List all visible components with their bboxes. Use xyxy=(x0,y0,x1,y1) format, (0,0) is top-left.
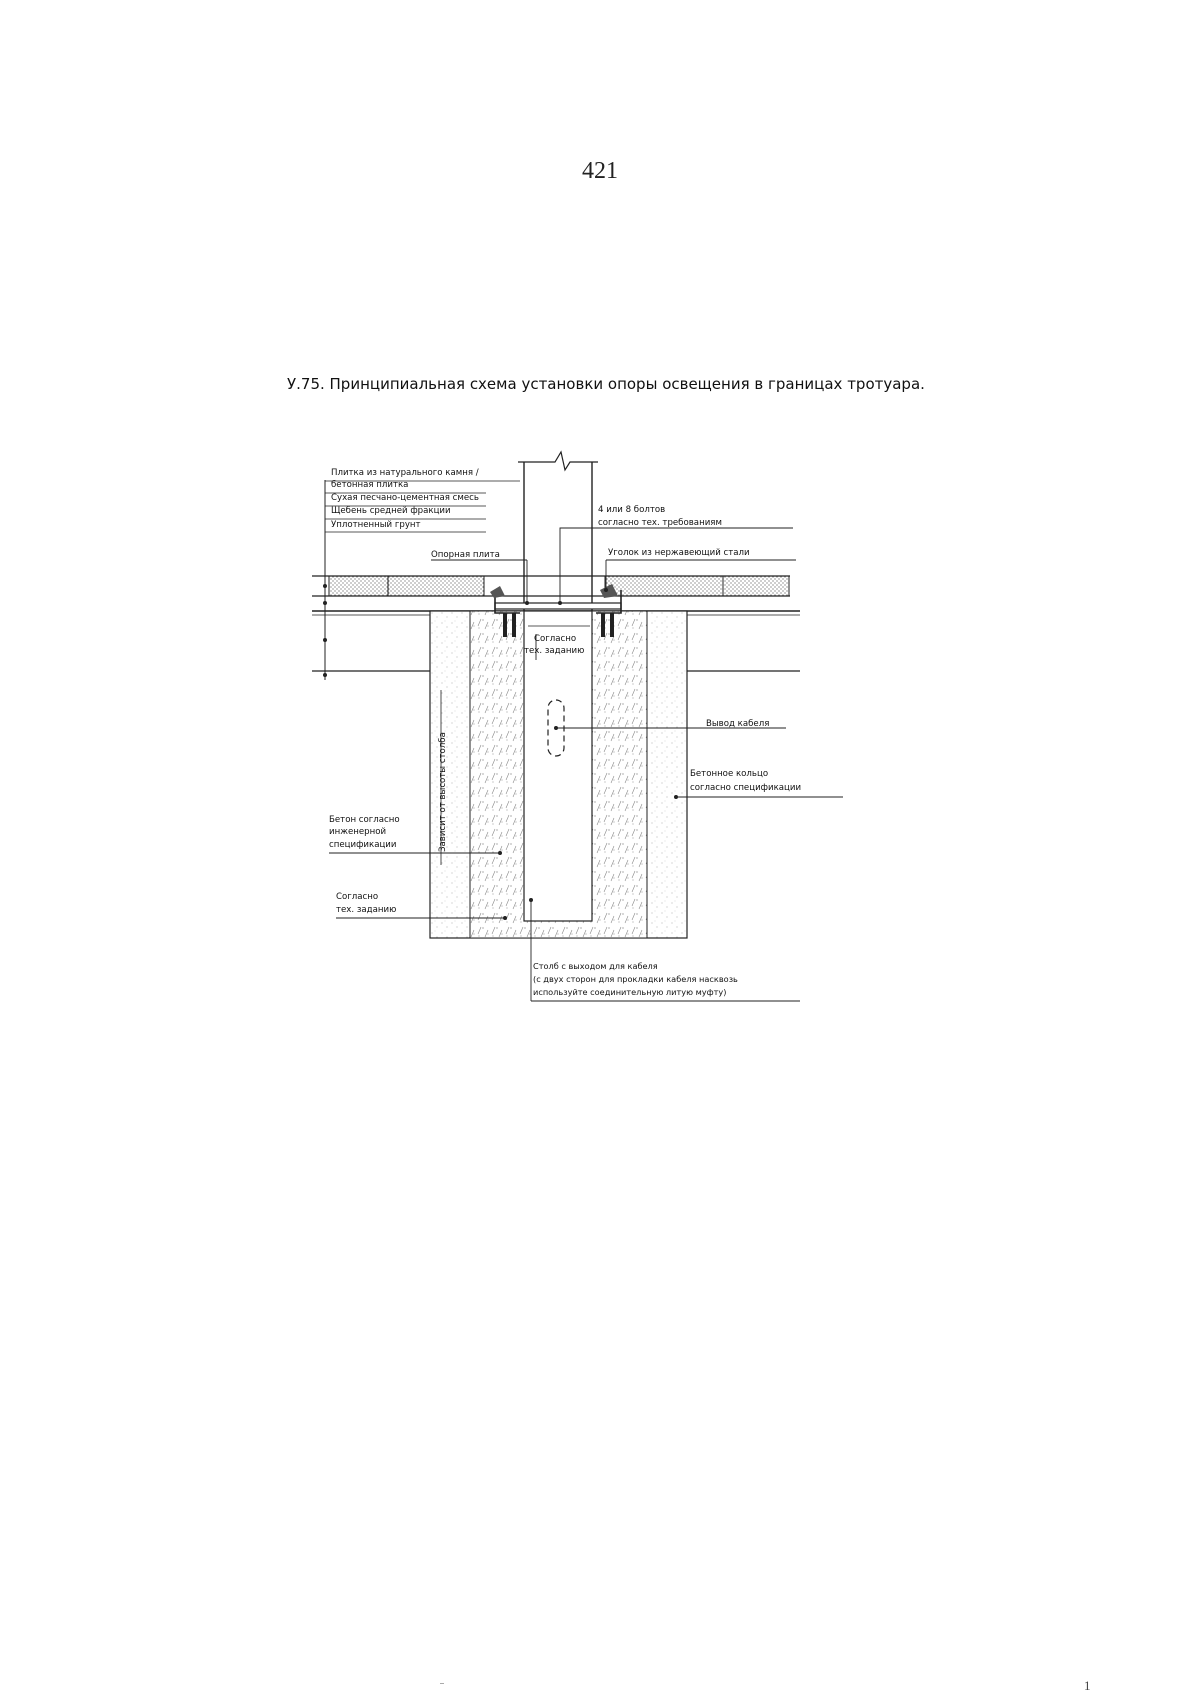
figure-caption: У.75. Принципиальная схема установки опоры освещения в границах тротуара. xyxy=(287,375,925,393)
label-stone-tile: Плитка из натурального камня / xyxy=(331,468,479,478)
label-concrete-ring-spec: согласно спецификации xyxy=(690,783,802,793)
label-pole: Столб с выходом для кабеля xyxy=(533,961,658,971)
label-steel-angle: Уголок из нержавеющий стали xyxy=(608,548,750,558)
label-concrete-spec: Бетон согласно xyxy=(329,815,400,825)
label-bolts: 4 или 8 болтов xyxy=(598,505,666,515)
label-pole-3: используйте соединительную литую муфту) xyxy=(533,987,727,997)
label-per-spec-top: Согласно xyxy=(534,634,577,644)
label-concrete-spec-2: инженерной xyxy=(329,827,387,837)
label-per-spec-top-2: тех. заданию xyxy=(524,646,585,656)
label-base-plate: Опорная плита xyxy=(431,550,500,560)
label-concrete-spec-3: спецификации xyxy=(329,840,397,850)
label-concrete-ring: Бетонное кольцо xyxy=(690,769,769,779)
footer-mark: 1 xyxy=(1084,1678,1091,1693)
footer-dot xyxy=(440,1683,444,1684)
label-crushed-stone: Щебень средней фракции xyxy=(331,506,451,516)
label-per-spec-bottom-2: тех. заданию xyxy=(336,905,397,915)
label-depends-on-height: Зависит от высоты столба xyxy=(438,732,448,852)
label-concrete-tile: бетонная плитка xyxy=(331,480,409,490)
label-pole-2: (с двух сторон для прокладки кабеля насквозь xyxy=(533,974,738,984)
pole xyxy=(518,452,598,921)
label-compacted-soil: Уплотненный грунт xyxy=(331,520,421,530)
label-per-spec-bottom: Согласно xyxy=(336,892,379,902)
page-number: 421 xyxy=(582,158,618,184)
label-bolts-requirements: согласно тех. требованиям xyxy=(598,518,722,528)
label-sand-cement: Сухая песчано-цементная смесь xyxy=(331,493,479,503)
label-cable-outlet: Вывод кабеля xyxy=(706,719,770,729)
